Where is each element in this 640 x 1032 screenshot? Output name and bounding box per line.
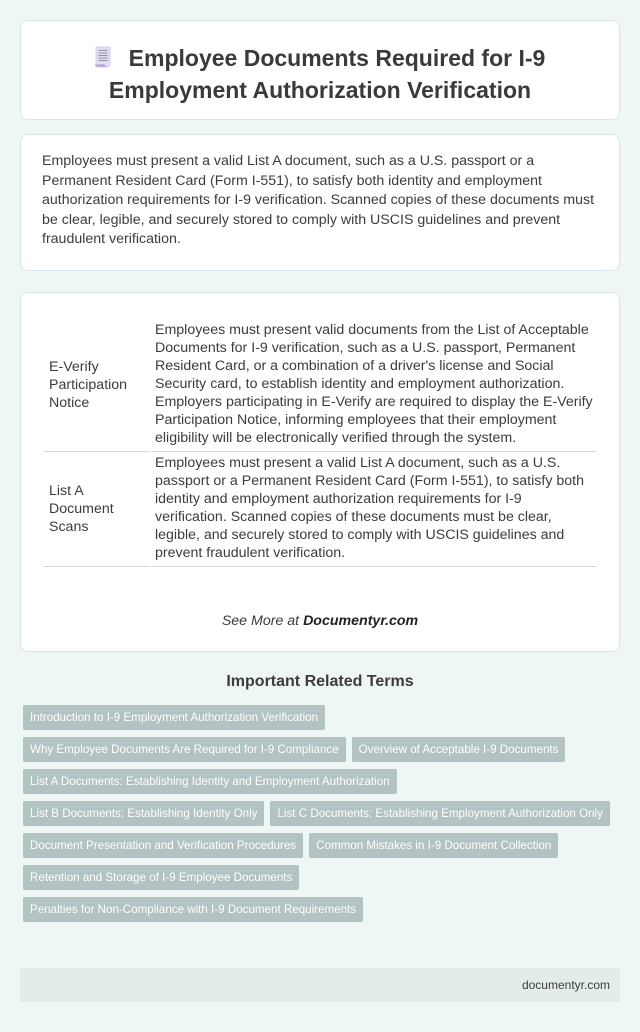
summary-text: Employees must present a valid List A document, such as a U.S. passport or a Permanent Resident Card (Form I-551), to satisfy both identity and employment authorization requirements for I-9 verification. Scanned copies of these documents must be clear, legible, and securely stored to comply with USCIS guidelines and prevent fraudulent verification. <box>42 153 595 247</box>
term-name: E-Verify Participation Notice <box>43 319 149 452</box>
page-title-text: Employee Documents Required for I-9 Employment Authorization Verification <box>108 45 546 103</box>
document-receipt-icon <box>95 44 111 66</box>
related-term-tag[interactable]: List C Documents: Establishing Employment Authorization Only <box>270 801 609 826</box>
related-term-tag[interactable]: Why Employee Documents Are Required for I-9 Compliance <box>23 737 346 762</box>
page-title <box>21 21 619 106</box>
see-more-link[interactable] <box>21 613 619 629</box>
table-row <box>43 319 597 452</box>
terms-table <box>41 319 599 567</box>
related-term-tag[interactable]: List A Documents: Establishing Identity and Employment Authorization <box>23 769 397 794</box>
term-description: Employees must present a valid List A document, such as a U.S. passport or a Permanent Resident Card (Form I-551), to satisfy both identity and employment authorization requirements for I-9 verification. Scanned copies of these documents must be clear, legible, and securely stored to comply with USCIS guidelines and prevent fraudulent verification. <box>151 452 597 567</box>
related-terms-list <box>23 705 613 922</box>
footer-site-link[interactable]: documentyr.com <box>521 978 610 992</box>
footer <box>20 968 620 1002</box>
related-term-tag[interactable]: Introduction to I-9 Employment Authorization Verification <box>23 705 325 730</box>
summary-card <box>20 134 620 271</box>
term-name: List A Document Scans <box>43 452 149 567</box>
related-term-tag[interactable]: List B Documents: Establishing Identity Only <box>23 801 264 826</box>
title-card <box>20 20 620 120</box>
related-term-tag[interactable]: Penalties for Non-Compliance with I-9 Document Requirements <box>23 897 363 922</box>
related-terms-heading: Important Related Terms <box>226 673 414 690</box>
see-more-prefix: See More at <box>221 613 304 629</box>
related-term-tag[interactable]: Document Presentation and Verification Procedures <box>23 833 303 858</box>
table-row <box>43 452 597 567</box>
related-term-tag[interactable]: Common Mistakes in I-9 Document Collection <box>309 833 558 858</box>
related-term-tag[interactable]: Overview of Acceptable I-9 Documents <box>352 737 566 762</box>
related-term-tag[interactable]: Retention and Storage of I-9 Employee Documents <box>23 865 299 890</box>
terms-table-card <box>20 292 620 652</box>
term-description: Employees must present valid documents from the List of Acceptable Documents for I-9 verification, such as a U.S. passport, Permanent Resident Card, or a combination of a driver's license and Social Security card, to establish identity and employment authorization. Employers participating in E-Verify are required to display the E-Verify Participation Notice, informing employees that their employment eligibility will be electronically verified through the system. <box>151 319 597 452</box>
see-more-site[interactable]: Documentyr.com <box>303 613 419 629</box>
